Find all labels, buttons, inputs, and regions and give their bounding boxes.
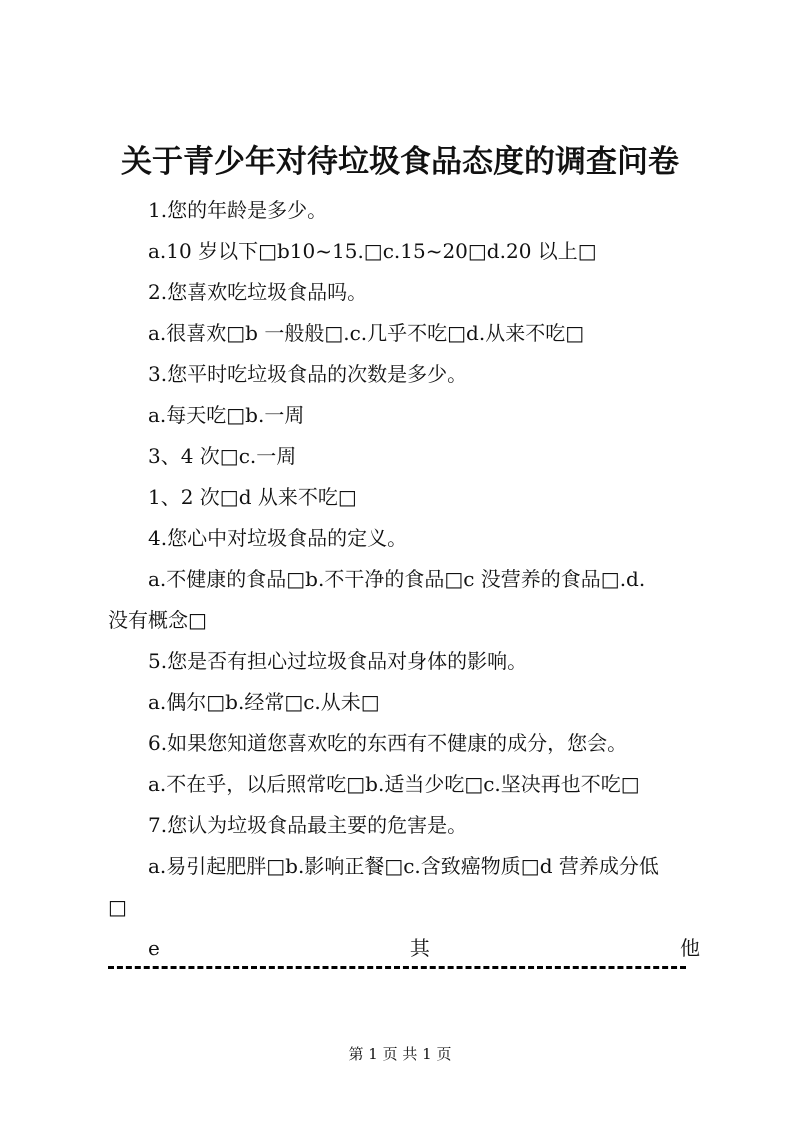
question-7-options-continued: □	[108, 895, 127, 919]
other-option-char-1: 其	[409, 936, 430, 960]
answer-blank-line	[108, 966, 686, 969]
question-3-options-c: 1、2 次□d 从来不吃□	[148, 485, 357, 509]
page-title: 关于青少年对待垃圾食品态度的调查问卷	[121, 144, 679, 180]
question-6: 6.如果您知道您喜欢吃的东西有不健康的成分，您会。	[148, 731, 628, 755]
question-4-options-continued: 没有概念□	[108, 608, 207, 632]
page-footer: 第 1 页 共 1 页	[348, 1045, 452, 1063]
question-3-options-a: a.每天吃□b.一周	[148, 403, 305, 427]
question-1-options: a.10 岁以下□b10~15.□c.15~20□d.20 以上□	[148, 239, 597, 263]
question-7-options: a.易引起肥胖□b.影响正餐□c.含致癌物质□d 营养成分低	[148, 854, 659, 878]
question-2-options: a.很喜欢□b 一般般□.c.几乎不吃□d.从来不吃□	[148, 321, 585, 345]
question-1: 1.您的年龄是多少。	[148, 198, 328, 222]
question-4-options: a.不健康的食品□b.不干净的食品□c 没营养的食品□.d.	[148, 567, 646, 591]
question-3: 3.您平时吃垃圾食品的次数是多少。	[148, 362, 468, 386]
questionnaire-body	[108, 190, 700, 969]
question-6-options: a.不在乎，以后照常吃□b.适当少吃□c.坚决再也不吃□	[148, 772, 640, 796]
question-5: 5.您是否有担心过垃圾食品对身体的影响。	[148, 649, 528, 673]
other-option-char-2: 他	[680, 936, 700, 960]
question-7-other-option	[108, 928, 700, 969]
question-7: 7.您认为垃圾食品最主要的危害是。	[148, 813, 468, 837]
question-3-options-b: 3、4 次□c.一周	[148, 444, 297, 468]
other-option-letter: e	[148, 936, 160, 960]
question-2: 2.您喜欢吃垃圾食品吗。	[148, 280, 368, 304]
question-5-options: a.偶尔□b.经常□c.从未□	[148, 690, 380, 714]
question-4: 4.您心中对垃圾食品的定义。	[148, 526, 408, 550]
